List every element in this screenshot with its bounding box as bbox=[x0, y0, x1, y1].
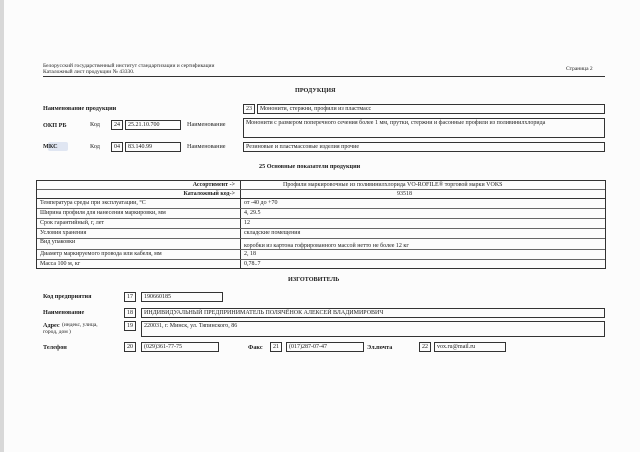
fax-label: Факс bbox=[248, 344, 263, 351]
enterprise-code-value: 190660185 bbox=[141, 292, 223, 302]
mks-name-label: Наименование bbox=[187, 143, 226, 150]
address-value: 220031, г. Минск, ул. Тяпинского, 86 bbox=[141, 321, 605, 337]
header-divider bbox=[43, 76, 605, 77]
mks-name-value: Резиновые и пластмассовые изделия прочие bbox=[243, 142, 605, 152]
scan-edge bbox=[0, 0, 4, 452]
okp-code-value: 25.21.10.700 bbox=[125, 120, 181, 130]
catalog-code-label: Каталожный код-> bbox=[183, 191, 235, 197]
okp-label: ОКП РБ bbox=[43, 122, 67, 129]
indicators-title: 25 Основные показатели продукции bbox=[259, 163, 361, 170]
indicator-label: Диаметр маркируемого провода или кабеля, мм bbox=[40, 251, 162, 257]
mks-code-value: 83.140.99 bbox=[125, 142, 181, 152]
indicator-value: складские помещения bbox=[244, 230, 301, 236]
fax-num: 21 bbox=[270, 342, 282, 352]
enterprise-code-label: Код предприятия bbox=[43, 293, 92, 300]
sheet-reference: Каталожный лист продукции № 43330. bbox=[43, 69, 135, 75]
indicator-label: Вид упаковки bbox=[40, 239, 76, 245]
indicator-value: 4, 29.5 bbox=[244, 210, 261, 216]
product-section-title: ПРОДУКЦИЯ bbox=[295, 87, 336, 94]
mks-code-num: 04 bbox=[111, 142, 123, 152]
address-hint-1: (индекс, улица, bbox=[62, 322, 98, 328]
indicators-table bbox=[36, 180, 606, 269]
product-name-code: 23 bbox=[243, 104, 255, 114]
phone-num: 20 bbox=[124, 342, 136, 352]
indicator-value: 12 bbox=[244, 220, 250, 226]
phone-label: Телефон bbox=[43, 344, 67, 351]
phone-value: (029)361-77-75 bbox=[141, 342, 219, 352]
assortment-label: Ассортимент -> bbox=[192, 182, 235, 188]
email-value: vox.ru@mail.ru bbox=[434, 342, 506, 352]
indicator-value: 0,78..7 bbox=[244, 261, 261, 267]
enterprise-code-num: 17 bbox=[124, 292, 136, 302]
catalog-code-value: 93518 bbox=[397, 191, 412, 197]
manufacturer-section-title: ИЗГОТОВИТЕЛЬ bbox=[288, 276, 340, 283]
manufacturer-name-num: 18 bbox=[124, 308, 136, 318]
address-num: 19 bbox=[124, 321, 136, 331]
okp-name-value: Мононити с размером поперечного сечения более 1 мм, прутки, стержни и фасонные профили из поливинилхлорида bbox=[243, 118, 605, 138]
indicator-value: коробки из картона гофрированного массой нетто не более 12 кг bbox=[244, 243, 409, 249]
okp-name-label: Наименование bbox=[187, 121, 226, 128]
indicator-label: Температура среды при эксплуатации, °С bbox=[40, 200, 146, 206]
product-name-label: Наименование продукции bbox=[43, 105, 117, 112]
indicator-label: Срок гарантийный, г, лет bbox=[40, 220, 104, 226]
email-label: Эл.почта bbox=[367, 344, 393, 351]
address-hint-2: город, дом ) bbox=[43, 329, 71, 335]
indicator-label: Условия хранения bbox=[40, 230, 87, 236]
indicator-label: Масса 100 м, кг bbox=[40, 261, 81, 267]
mks-label: МКС bbox=[43, 143, 58, 150]
indicator-value: от -40 до +70 bbox=[244, 200, 278, 206]
manufacturer-name-value: ИНДИВИДУАЛЬНЫЙ ПРЕДПРИНИМАТЕЛЬ ПОЛЯЧЁНОК АЛЕКСЕЙ ВЛАДИМИРОВИЧ bbox=[141, 308, 605, 318]
okp-code-num: 24 bbox=[111, 120, 123, 130]
table-column-divider bbox=[240, 181, 241, 268]
page-number: Страница 2 bbox=[566, 66, 593, 72]
address-label: Адрес bbox=[43, 322, 60, 329]
product-name-value: Мононити, стержни, профили из пластмасс bbox=[257, 104, 605, 114]
email-num: 22 bbox=[419, 342, 431, 352]
indicator-value: 2, 18 bbox=[244, 251, 256, 257]
institute-name: Белорусский государственный институт стандартизации и сертификации bbox=[43, 63, 215, 69]
fax-value: (017)287-07-47 bbox=[286, 342, 364, 352]
manufacturer-name-label: Наименование bbox=[43, 309, 85, 316]
assortment-value: Профили маркировочные из поливинилхлорида VO-ROFILE® торговой марки VOKS bbox=[283, 182, 503, 188]
mks-code-label: Код bbox=[90, 143, 100, 150]
okp-code-label: Код bbox=[90, 121, 100, 128]
indicator-label: Ширина профиля для нанесения маркировки, мм bbox=[40, 210, 166, 216]
